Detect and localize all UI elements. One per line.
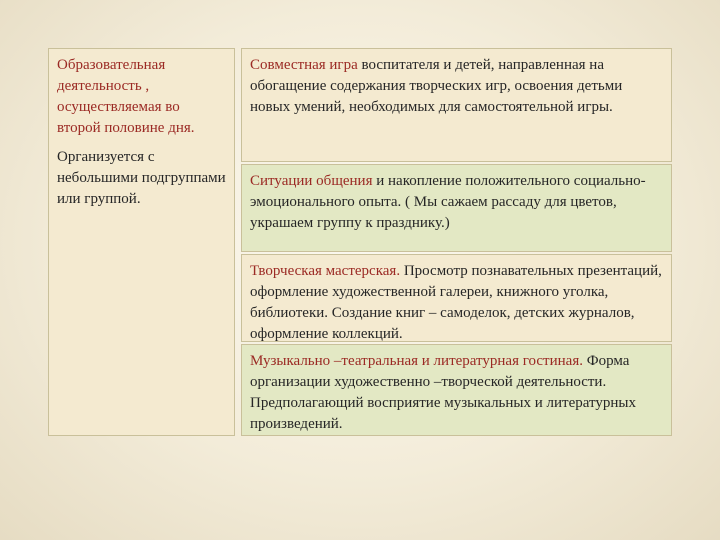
row-text: воспитателя и детей, направленная на обогащение содержания творческих игр, освоения детьми новых умений, необходимых для самостоятельной игры. xyxy=(250,57,623,115)
row-highlight: Ситуации общения xyxy=(250,173,377,189)
row-highlight: Совместная игра xyxy=(250,57,358,73)
organization-note: Организуется с небольшими подгруппами или группой. xyxy=(57,149,226,207)
row-text: Форма организации художественно –творческой деятельности. Предполагающий восприятие музыкальных и литературных произведений. xyxy=(250,353,636,432)
row-text: и накопление положительного социально- эмоционального опыта. ( Мы сажаем рассаду для цветов, украшаем группу к празднику.) xyxy=(250,173,646,231)
activity-title: Образовательная деятельность , осуществляемая во второй половине дня. xyxy=(57,57,195,136)
activities-table xyxy=(48,48,672,438)
left-column-cell xyxy=(48,48,235,436)
row-music-theatre xyxy=(241,344,672,436)
row-highlight: Творческая мастерская. xyxy=(250,263,401,279)
row-creative-workshop xyxy=(241,254,672,342)
row-text: Просмотр познавательных презентаций, оформление художественной галереи, книжного уголка, библиотеки. Создание книг – самоделок, детских журналов, оформление коллекций. xyxy=(250,263,662,342)
row-highlight: Музыкально –театральная и литературная гостиная. xyxy=(250,353,583,369)
row-joint-play xyxy=(241,48,672,162)
row-communication xyxy=(241,164,672,252)
